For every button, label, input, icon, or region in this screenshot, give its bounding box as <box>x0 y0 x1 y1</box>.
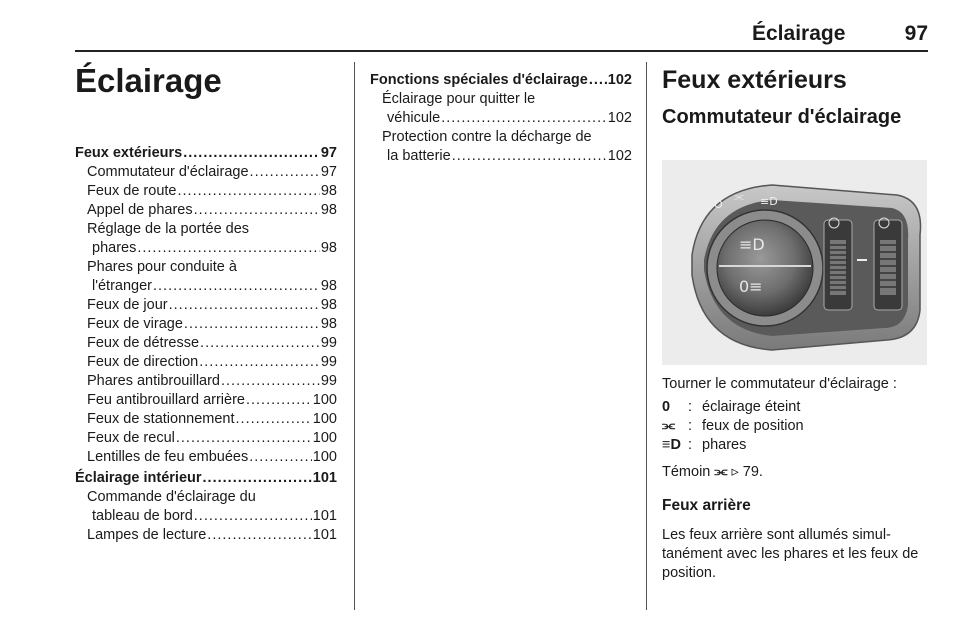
toc-entry-label: phares <box>92 240 137 256</box>
toc-entry-label: véhicule <box>387 110 441 126</box>
switch-legend <box>662 398 804 455</box>
toc-entry-label: l'étranger <box>92 278 152 294</box>
svg-text:≡D: ≡D <box>739 235 765 254</box>
toc-entry[interactable] <box>75 182 337 201</box>
intro-text: Tourner le commutateur d'éclairage : <box>662 376 897 392</box>
running-header-title: Éclairage <box>752 22 846 45</box>
toc-entry[interactable] <box>75 220 337 239</box>
toc-entry-label: Lampes de lecture <box>87 527 207 543</box>
column-divider-1 <box>354 62 355 610</box>
toc-entry-label: Feux de détresse <box>87 335 200 351</box>
toc-entry-label: Commande d'éclairage du <box>87 489 256 505</box>
toc-entry-label: Réglage de la portée des <box>87 221 250 237</box>
toc-entry-label: tableau de bord <box>92 508 193 524</box>
legend-colon: : <box>688 418 693 434</box>
toc-column-1 <box>75 144 337 545</box>
toc-entry-label: Éclairage intérieur <box>75 470 202 486</box>
temoin-reference: 79. <box>742 464 763 480</box>
toc-entry-page: 102 <box>607 110 632 126</box>
toc-entry[interactable] <box>75 334 337 353</box>
toc-entry-page: 98 <box>320 316 337 332</box>
toc-entry[interactable] <box>75 144 337 163</box>
legend-row <box>662 417 804 436</box>
toc-entry[interactable] <box>75 315 337 334</box>
toc-column-2 <box>370 71 632 166</box>
toc-entry-page: 99 <box>320 354 337 370</box>
toc-entry-page: 100 <box>312 411 337 427</box>
toc-entry[interactable] <box>370 147 632 166</box>
svg-text:≡D: ≡D <box>760 195 778 208</box>
rear-lights-paragraph: Les feux arrière sont allumés simul-tanément avec les phares et les feux de position. <box>662 527 919 581</box>
toc-entry[interactable] <box>370 71 632 90</box>
toc-entry-label: Phares antibrouillard <box>87 373 220 389</box>
toc-entry-label: Fonctions spéciales d'éclairage <box>370 72 588 88</box>
toc-entry-page: 101 <box>312 527 337 543</box>
toc-entry-label: la batterie <box>387 148 451 164</box>
toc-leader-dots <box>203 469 312 488</box>
toc-entry-page: 99 <box>320 373 337 389</box>
toc-entry[interactable] <box>75 410 337 429</box>
toc-entry-page: 101 <box>312 470 337 486</box>
toc-entry[interactable] <box>75 488 337 507</box>
toc-leader-dots <box>246 391 312 410</box>
toc-entry-page: 98 <box>320 202 337 218</box>
toc-entry[interactable] <box>75 429 337 448</box>
toc-entry-label: Appel de phares <box>87 202 193 218</box>
legend-colon: : <box>688 437 693 453</box>
toc-entry-page: 100 <box>312 392 337 408</box>
toc-leader-dots <box>452 147 607 166</box>
legend-text: feux de position <box>702 418 804 434</box>
toc-entry[interactable] <box>370 128 632 147</box>
toc-leader-dots <box>441 109 607 128</box>
toc-entry-label: Phares pour conduite à <box>87 259 237 275</box>
toc-leader-dots <box>184 315 320 334</box>
toc-entry[interactable] <box>75 163 337 182</box>
rear-lights-heading: Feux arrière <box>662 497 751 514</box>
toc-entry-page: 100 <box>312 449 337 465</box>
toc-leader-dots <box>589 71 607 90</box>
toc-entry[interactable] <box>75 372 337 391</box>
toc-entry-page: 97 <box>320 164 337 180</box>
section-title: Feux extérieurs <box>662 66 847 94</box>
legend-symbol-icon: ≡D <box>662 437 681 453</box>
toc-entry-page: 98 <box>320 297 337 313</box>
toc-entry-label: Feux de route <box>87 183 177 199</box>
toc-entry[interactable] <box>75 353 337 372</box>
page-number: 97 <box>904 22 928 45</box>
reference-arrow-icon: ▹ <box>731 464 739 480</box>
legend-text: phares <box>702 437 747 453</box>
toc-entry[interactable] <box>75 469 337 488</box>
toc-entry-page: 99 <box>320 335 337 351</box>
toc-leader-dots <box>250 163 320 182</box>
toc-leader-dots <box>194 507 312 526</box>
toc-entry-label: Protection contre la décharge de <box>382 129 592 145</box>
toc-entry-label: Feu antibrouillard arrière <box>87 392 245 408</box>
toc-entry-page: 98 <box>320 240 337 256</box>
toc-entry-page: 102 <box>607 72 632 88</box>
svg-text:⫘: ⫘ <box>734 190 744 203</box>
toc-leader-dots <box>249 448 312 467</box>
toc-entry-page: 98 <box>320 278 337 294</box>
toc-entry-label: Feux extérieurs <box>75 145 183 161</box>
toc-entry-label: Commutateur d'éclairage <box>87 164 249 180</box>
toc-entry[interactable] <box>75 448 337 467</box>
toc-leader-dots <box>221 372 320 391</box>
toc-entry[interactable] <box>75 507 337 526</box>
legend-symbol-icon: ⫘ <box>662 418 676 434</box>
toc-leader-dots <box>183 144 320 163</box>
toc-entry-label: Feux de recul <box>87 430 175 446</box>
toc-leader-dots <box>236 410 312 429</box>
toc-entry-page: 101 <box>312 508 337 524</box>
chapter-title: Éclairage <box>75 62 222 99</box>
svg-text:O: O <box>714 198 723 211</box>
toc-leader-dots <box>200 334 320 353</box>
toc-entry[interactable] <box>75 296 337 315</box>
toc-entry-label: Feux de direction <box>87 354 199 370</box>
legend-colon: : <box>688 399 693 415</box>
toc-entry[interactable] <box>75 277 337 296</box>
temoin-line <box>662 464 763 480</box>
toc-leader-dots <box>177 182 319 201</box>
legend-text: éclairage éteint <box>702 399 801 415</box>
toc-entry[interactable] <box>75 201 337 220</box>
toc-entry-label: Feux de jour <box>87 297 168 313</box>
light-switch-illustration <box>662 160 927 365</box>
toc-leader-dots <box>199 353 320 372</box>
column-divider-2 <box>646 62 647 610</box>
toc-leader-dots <box>169 296 320 315</box>
header-rule <box>75 50 928 52</box>
toc-entry-label: Éclairage pour quitter le <box>382 91 536 107</box>
toc-entry-label: Feux de virage <box>87 316 183 332</box>
toc-entry-page: 102 <box>607 148 632 164</box>
toc-entry[interactable] <box>370 109 632 128</box>
light-switch-figure <box>662 160 927 365</box>
toc-entry[interactable] <box>370 90 632 109</box>
toc-entry[interactable] <box>75 258 337 277</box>
toc-entry[interactable] <box>75 239 337 258</box>
position-light-icon: ⫘ <box>714 464 728 480</box>
legend-row <box>662 398 804 417</box>
toc-entry-page: 98 <box>320 183 337 199</box>
toc-leader-dots <box>137 239 320 258</box>
toc-leader-dots <box>207 526 312 545</box>
temoin-prefix: Témoin <box>662 464 711 480</box>
subsection-title: Commutateur d'éclairage <box>662 106 902 128</box>
svg-text:0≡: 0≡ <box>739 277 763 296</box>
toc-entry-page: 97 <box>320 145 337 161</box>
toc-entry-label: Feux de stationnement <box>87 411 235 427</box>
toc-leader-dots <box>153 277 320 296</box>
legend-symbol-icon: 0 <box>662 399 671 415</box>
toc-entry[interactable] <box>75 526 337 545</box>
toc-leader-dots <box>176 429 312 448</box>
toc-entry-label: Lentilles de feu embuées <box>87 449 249 465</box>
legend-row <box>662 436 804 455</box>
toc-entry-page: 100 <box>312 430 337 446</box>
toc-entry[interactable] <box>75 391 337 410</box>
toc-leader-dots <box>194 201 320 220</box>
